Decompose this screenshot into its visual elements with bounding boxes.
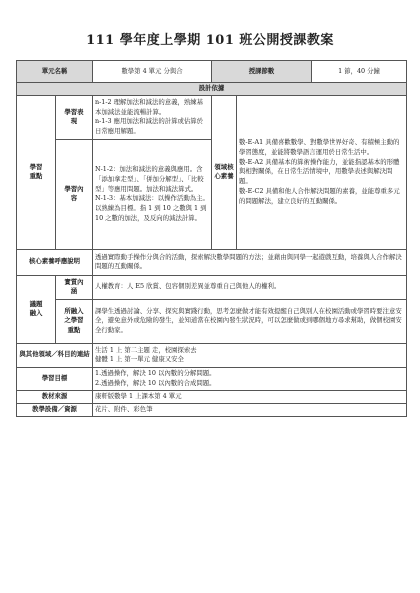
- objective-item: 1.透過操作，解決 10 以內數的分解問題。: [95, 368, 216, 377]
- connections-value: [93, 343, 407, 367]
- core-competency-item: 數-E-A2 具備基本的算術操作能力，並能指認基本的形體與相對關係，在日常生活情境中，用數學表述與解決問題。: [239, 157, 400, 186]
- issues-content-label: 實質內 涵: [56, 275, 93, 299]
- teaching-time-value: 1 節，40 分鐘: [312, 61, 407, 83]
- learning-performance-label: 學習表 現: [56, 95, 93, 139]
- design-basis-header: 設計依據: [17, 83, 407, 96]
- learning-performance-value: [93, 95, 212, 139]
- issues-label: 議題 融入: [17, 275, 56, 343]
- objective-item: 2.透過操作，解決 10 以內數的合成問題。: [95, 378, 216, 387]
- core-literacy-value: 透過實際動手操作分與合的活動，探索解決數學問題的方法；並藉由與同學一起遊戲互動，培養與人合作解決問題的互動關係。: [93, 249, 407, 275]
- learning-performance-item: n-1-3 應用加法和減法的計算或估算於日常應用解題。: [95, 117, 204, 136]
- objectives-value: [93, 367, 407, 390]
- core-literacy-label: 核心素養呼應說明: [17, 249, 93, 275]
- material-source-label: 教材來源: [17, 390, 93, 403]
- teaching-time-label: 授課節數: [212, 61, 312, 83]
- connection-line: 健體 1 上 第一單元 健康又安全: [95, 355, 184, 364]
- learning-performance-item: n-1-2 理解加法和減法的意義，熟練基本加減法並能流暢計算。: [95, 97, 204, 116]
- connection-line: 生活 1 上 第二主題 走，校園探索去: [95, 345, 197, 354]
- unit-label: 單元名稱: [17, 61, 93, 83]
- core-competency-value: [237, 95, 407, 249]
- objectives-label: 學習目標: [17, 367, 93, 390]
- learning-content-value: [93, 139, 212, 249]
- page-title: 111 學年度上學期 101 班公開授課教案: [86, 33, 334, 48]
- learning-content-label: 學習內 容: [56, 139, 93, 249]
- issues-content-value: 人權教育：人 E5 欣賞、包容個別差異並尊重自己與他人的權利。: [93, 275, 407, 299]
- core-competency-item: 數-E-A1 具備喜歡數學、對數學世界好奇、有積極主動的學習態度，並能將數學語言運用於日常生活中。: [239, 137, 400, 156]
- material-source-value: 康軒版數學 1 上課本第 4 單元: [93, 390, 407, 403]
- learning-content-item: N-1-2：加法和減法的意義與應用。含「添加拿走型」、「併加分解型」、「比較型」等應用問題。加法和減法算式。: [95, 164, 204, 193]
- unit-value: 數學第 4 單元 分與合: [93, 61, 212, 83]
- equipment-label: 教學設備／資源: [17, 403, 93, 416]
- learning-content-item: N-1-3：基本加減法：以操作活動為主。以熟練為目標。指 1 到 10 之數與 1 到 10 之數的加法，及反向的減法計算。: [95, 194, 209, 223]
- core-competency-item: 數-E-C2 具備和他人合作解決問題的素養，並能尊重多元的問題解法，建立良好的互動關係。: [239, 187, 400, 206]
- issues-focus-value: 課學生透過討論、分享、探究與實踐行動，思考怎麼做才能有效提醒自己與別人在校園活動或學習時要注意安全，避免意外或危險的發生，並知道當在校園內發生狀況時，可以怎麼做或到哪個地方尋求幫助，做個校園安全行動家。: [93, 299, 407, 343]
- core-competency-label: 領域核 心素養: [212, 95, 237, 249]
- issues-focus-label: 所融入 之學習 重點: [56, 299, 93, 343]
- equipment-value: 花片、附件、彩色筆: [93, 403, 407, 416]
- connections-label: 與其他領域／科目的連結: [17, 343, 93, 367]
- learning-focus-label: 學習 重點: [17, 95, 56, 249]
- lesson-plan-table: [16, 60, 407, 417]
